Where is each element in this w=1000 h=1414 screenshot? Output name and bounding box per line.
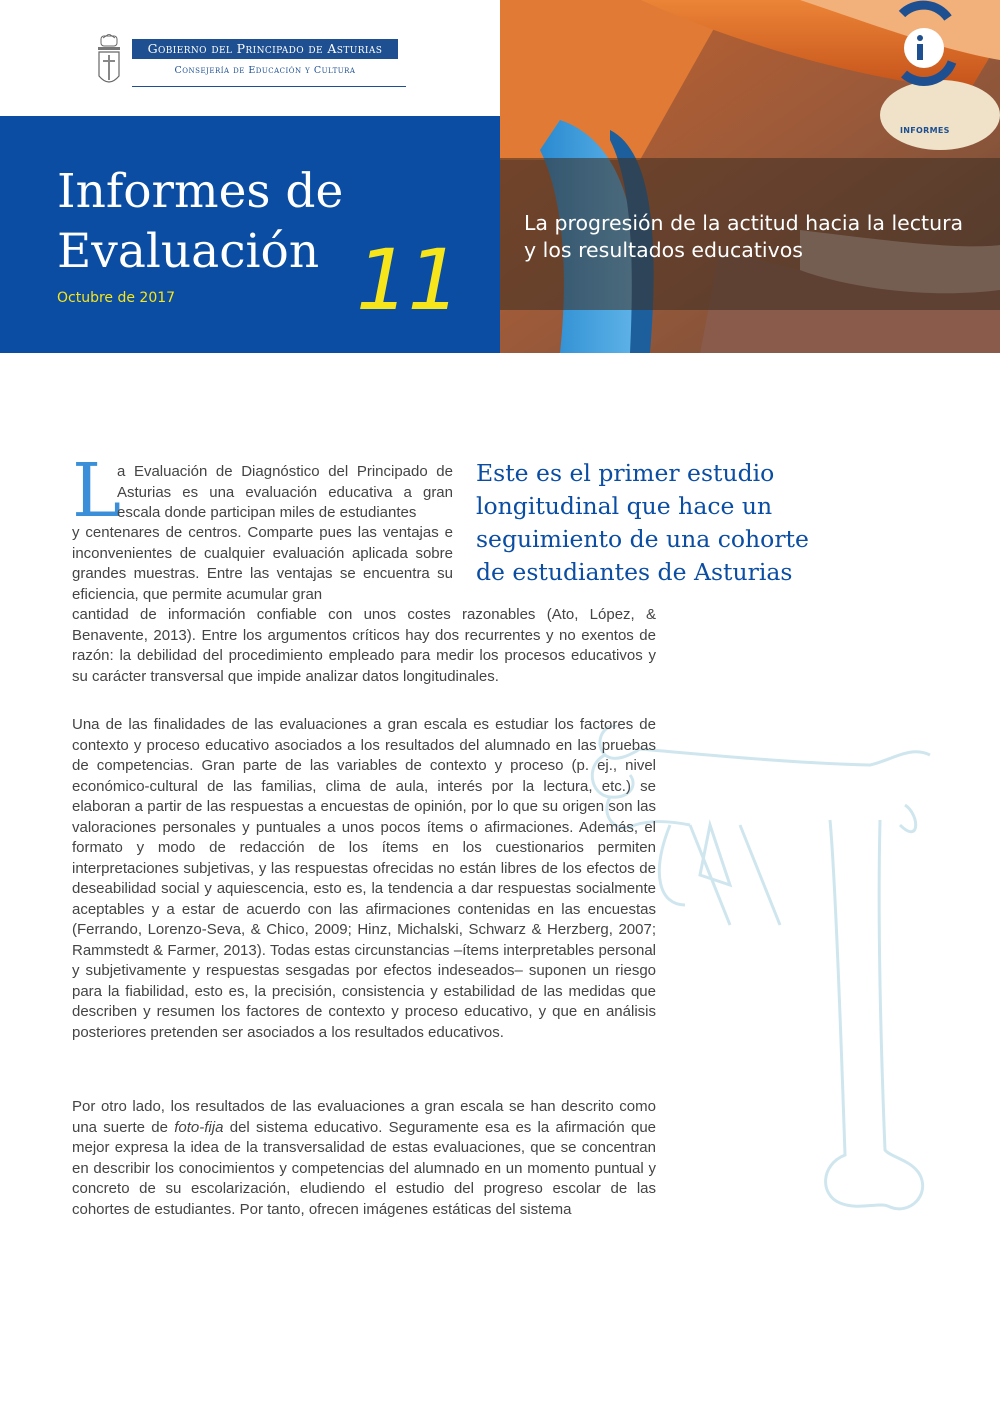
informes-logo-icon xyxy=(884,0,964,104)
informes-label: INFORMES xyxy=(900,126,950,135)
divider xyxy=(132,86,406,87)
pull-quote: Este es el primer estudio longitudinal que hace un seguimiento de una cohorte de estudiantes de Asturias xyxy=(476,459,809,586)
paragraph-3-end: del sistema educativo. Seguramente esa es la afirmación que mejor expresa la idea de la transversalidad de estas evaluaciones, que se concentran en describir los conocimientos y competencias del alumnado en un momento puntual y concreto de su escolarización, eludiendo el estudio del progreso escolar de las cohortes de estudiantes. Por tanto, ofrecen imágenes estáticas del sistema xyxy=(72,1118,657,1218)
cover-photo xyxy=(500,0,1000,353)
report-subtitle: La progresión de la actitud hacia la lectura y los resultados educativos xyxy=(524,211,964,262)
intro-paragraph-part-3: cantidad de información confiable con unos costes razonables (Ato, López, & Benavente, 2013). Entre los argumentos críticos hay dos recurrentes y no exentos de razón: la debilidad del procedimiento empleado para medir los procesos educativos y su carácter transversal que impide analizar datos longitudinales. xyxy=(72,606,656,685)
paragraph-3-start: Por otro lado, los resultados de las evaluaciones a gran escala se han descrito como una suerte de xyxy=(72,1098,656,1136)
paragraph-3-italic-term: foto-fija xyxy=(174,1118,224,1136)
publication-date: Octubre de 2017 xyxy=(57,290,176,306)
department-name: Consejería de Educación y Cultura xyxy=(174,65,356,76)
intro-paragraph-part-2: y centenares de centros. Comparte pues las ventajas e inconvenientes de cualquier evaluación aplicada sobre grandes muestras. Entre las ventajas se encuentra su eficiencia, que permite acumular gran xyxy=(72,524,453,603)
drop-cap: L xyxy=(72,448,122,534)
title-line-2: Evaluación xyxy=(57,224,320,279)
intro-paragraph-part-1: a Evaluación de Diagnóstico del Principado de Asturias es una evaluación educativa a gran escala donde participan miles de estudiantes xyxy=(117,463,453,521)
issue-number: 11 xyxy=(356,231,459,329)
government-name: Gobierno del Principado de Asturias xyxy=(132,39,398,59)
logo-area xyxy=(0,0,500,116)
asturias-shield-icon xyxy=(96,34,122,88)
title-line-1: Informes de xyxy=(57,164,344,219)
paragraph-2: Una de las finalidades de las evaluaciones a gran escala es estudiar los factores de contexto y proceso educativo asociados a los resultados del alumnado en las pruebas de competencias. Gran parte de las variables de contexto y proceso (p. ej., nivel económico-cultural de las familias, clima de aula, interés por la lectura, etc.) se elaboran a partir de las respuestas a encuestas de opinión, por lo que su origen son las valoraciones personales y puntuales a unos pocos ítems o afirmaciones. Además, el formato y modo de redacción de los ítems en los cuestionarios permiten interpretaciones subjetivas, y las respuestas ofrecidas no están libres de los efectos de deseabilidad social y aquiescencia, esto es, la tendencia a dar respuestas socialmente aceptables y a estar de acuerdo con las afirmaciones contenidas en las encuestas (Ferrando, Lorenzo-Seva, & Chico, 2009; Hinz, Michalski, Schwarz & Herzberg, 2007; Rammstedt & Farmer, 2013). Todas estas circunstancias –ítems interpretables personal y subjetivamente y respuestas sesgadas por efectos indeseados– suponen un riesgo para la fiabilidad, esto es, la precisión, consistencia y estabilidad de las medidas que describen y resumen los factores de contexto y proceso educativo, y que en análisis posteriores pretenden ser asociados a los resultados educativos. xyxy=(72,716,656,1041)
paragraph-3 xyxy=(72,1097,656,1220)
